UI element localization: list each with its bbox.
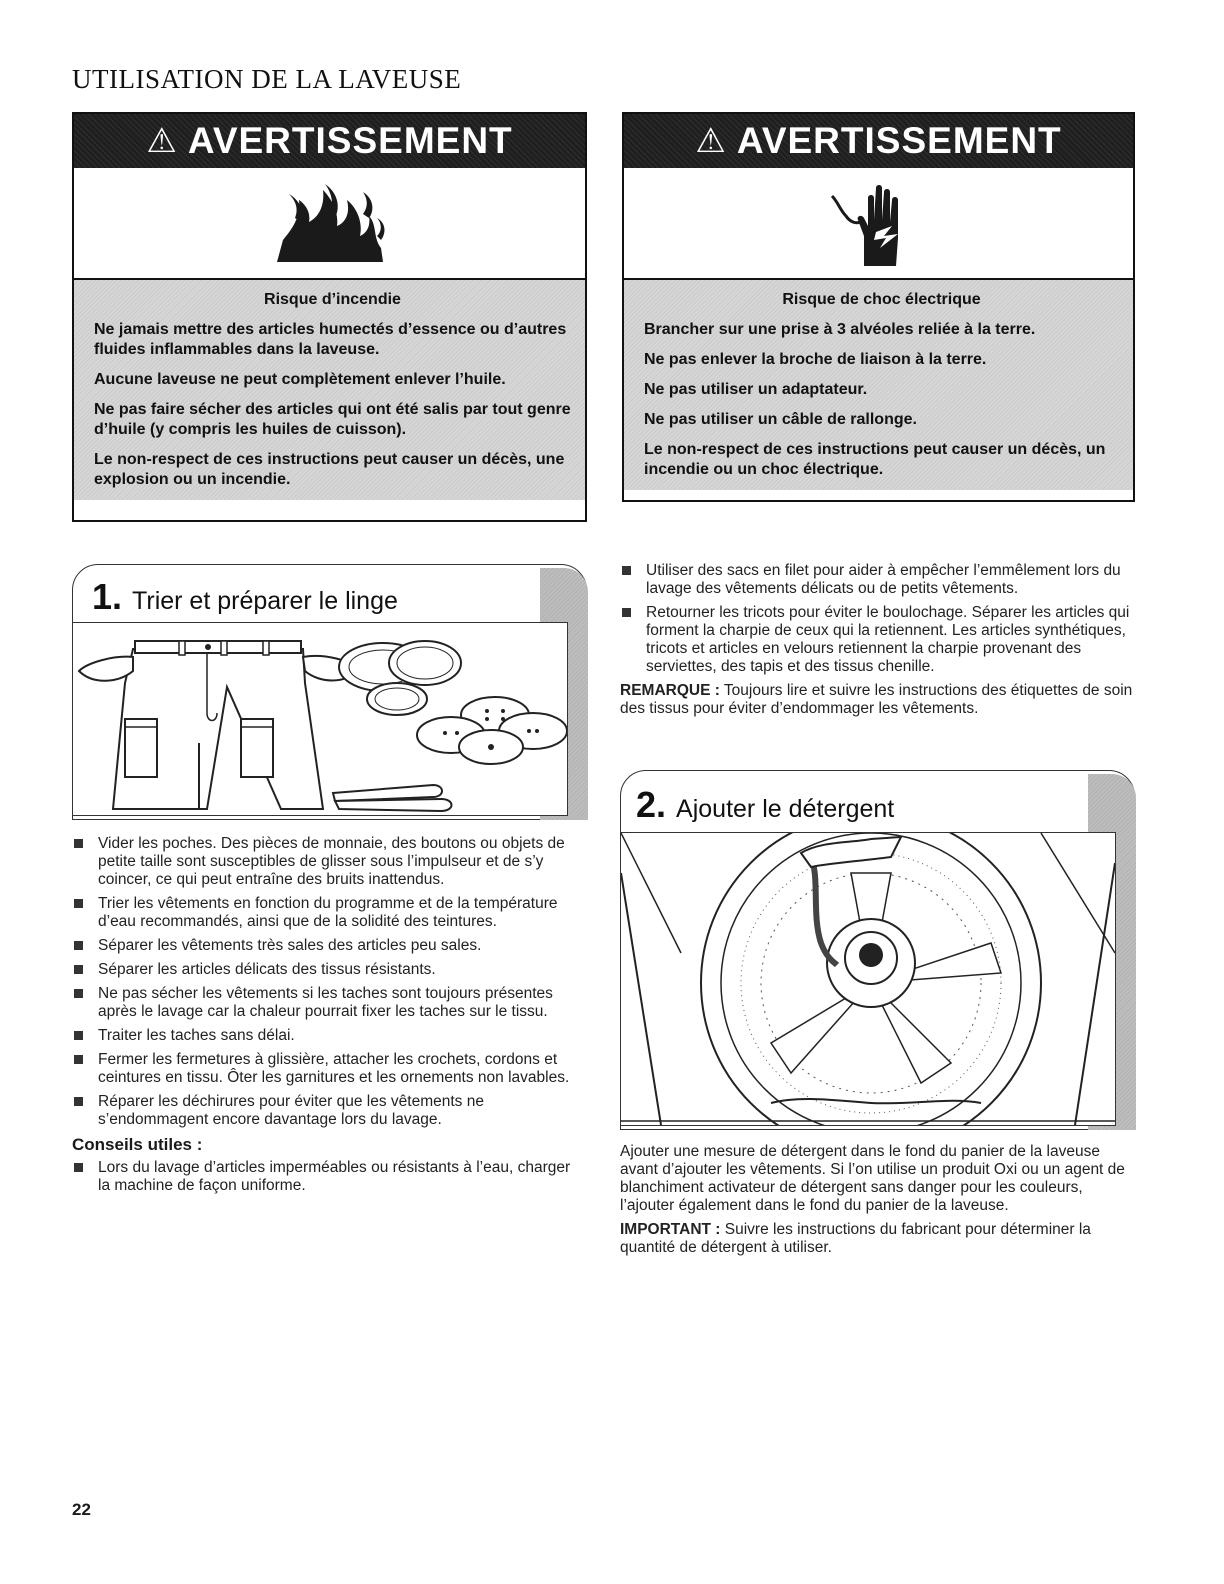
important-note (620, 1221, 1130, 1257)
step2-title: 2. Ajouter le détergent (636, 784, 895, 825)
warning-subtitle: Risque d’incendie (264, 291, 401, 308)
warning-line: Le non-respect de ces instructions peut causer un décès, un incendie ou un choc électrique. (644, 441, 1106, 478)
warning-line: Ne jamais mettre des articles humectés d’essence ou d’autres fluides inflammables dans la laveuse. (94, 321, 567, 358)
important-label: IMPORTANT : (620, 1221, 721, 1238)
warning-line: Brancher sur une prise à 3 alvéoles reliée à la terre. (644, 321, 1036, 338)
warning-header: ⚠ AVERTISSEMENT (624, 114, 1133, 168)
warning-line: Le non-respect de ces instructions peut causer un décès, une explosion ou un incendie. (94, 451, 565, 488)
list-item: Séparer les articles délicats des tissus résistants. (72, 961, 582, 979)
warning-triangle-icon: ⚠ (695, 122, 727, 160)
warning-line: Ne pas utiliser un adaptateur. (644, 381, 868, 398)
electric-shock-icon (824, 176, 934, 271)
page-number: 22 (72, 1500, 91, 1519)
step2-illustration (620, 832, 1116, 1126)
step1-title: 1. Trier et préparer le linge (92, 576, 398, 617)
washer-tub-illustration (621, 833, 1115, 1125)
remark-text: Toujours lire et suivre les instructions des étiquettes de soin des tissus pour éviter d’endommager les vêtements. (620, 682, 1133, 717)
list-item: Fermer les fermetures à glissière, attacher les crochets, cordons et ceintures en tissu. Ôter les garnitures et les ornements non lavables. (72, 1051, 582, 1087)
fire-illustration (74, 168, 585, 280)
shock-illustration (624, 168, 1133, 280)
warning-line: Ne pas utiliser un câble de rallonge. (644, 411, 917, 428)
list-item: Séparer les vêtements très sales des articles peu sales. (72, 937, 582, 955)
right-column-instructions (620, 562, 1135, 724)
warning-line: Ne pas enlever la broche de liaison à la terre. (644, 351, 987, 368)
step2-instructions (620, 1143, 1130, 1263)
list-item: Trier les vêtements en fonction du programme et de la température d’eau recommandés, ainsi que de la solidité des teintures. (72, 895, 582, 931)
right-bullet-list (620, 562, 1135, 676)
fire-warning-box (72, 112, 587, 522)
tips-heading: Conseils utiles : (72, 1135, 203, 1154)
electric-warning-box (622, 112, 1135, 502)
warning-line: Ne pas faire sécher des articles qui ont été salis par tout genre d’huile (y compris les huiles de cuisson). (94, 401, 571, 438)
list-item: Lors du lavage d’articles imperméables ou résistants à l’eau, charger la machine de façon uniforme. (72, 1159, 582, 1195)
pants-and-buttons-illustration (73, 623, 567, 815)
list-item: Utiliser des sacs en filet pour aider à empêcher l’emmêlement lors du lavage des vêtements délicats ou de petits vêtements. (620, 562, 1135, 598)
page-title: UTILISATION DE LA LAVEUSE (72, 64, 462, 94)
remark (620, 682, 1135, 718)
warning-line: Aucune laveuse ne peut complètement enlever l’huile. (94, 371, 506, 388)
step1-illustration (72, 622, 568, 816)
warning-subtitle: Risque de choc électrique (782, 291, 981, 308)
step1-instructions (72, 835, 582, 1201)
list-item: Ne pas sécher les vêtements si les taches sont toujours présentes après le lavage car la chaleur pourrait fixer les taches sur le tissu. (72, 985, 582, 1021)
important-text: Suivre les instructions du fabricant pour déterminer la quantité de détergent à utiliser. (620, 1221, 1091, 1256)
warning-header: ⚠ AVERTISSEMENT (74, 114, 585, 168)
remark-label: REMARQUE : (620, 682, 720, 699)
list-item: Vider les poches. Des pièces de monnaie, des boutons ou objets de petite taille sont susceptibles de glisser sous l’impulseur et de s’y coincer, ce qui peut entraîne des bruits inattendus. (72, 835, 582, 889)
list-item: Retourner les tricots pour éviter le boulochage. Séparer les articles qui forment la charpie de ceux qui la retiennent. Les articles synthétiques, tricots et articles en velours retiennent la charpie provenant des serviettes, des tapis et des tissus chenille. (620, 604, 1135, 676)
step1-bullet-list (72, 835, 582, 1129)
warning-triangle-icon: ⚠ (146, 122, 178, 160)
fire-icon (265, 178, 395, 268)
list-item: Traiter les taches sans délai. (72, 1027, 582, 1045)
warning-text (74, 280, 585, 500)
step2-paragraph: Ajouter une mesure de détergent dans le fond du panier de la laveuse avant d’ajouter les vêtements. Si l’on utilise un produit Oxi ou un agent de blanchiment activateur de détergent sans danger pour les couleurs, l’ajouter également dans le fond du panier de la laveuse. (620, 1143, 1125, 1214)
warning-text (624, 280, 1133, 490)
list-item: Réparer les déchirures pour éviter que les vêtements ne s’endommagent encore davantage lors du lavage. (72, 1093, 582, 1129)
tips-list (72, 1159, 582, 1195)
